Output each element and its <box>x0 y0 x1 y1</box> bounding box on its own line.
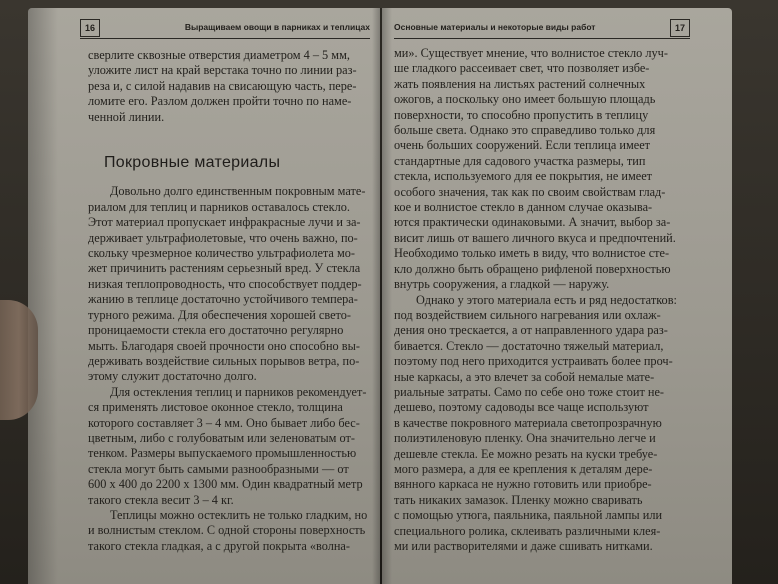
text-line: этому служит достаточно долго. <box>88 369 257 384</box>
right-page <box>382 8 732 584</box>
text-line: бивается. Стекло — достаточно тяжелый материал, <box>394 338 664 353</box>
left-running-header <box>80 18 370 39</box>
text-line: дения оно трескается, а от направленного удара раз- <box>394 323 668 338</box>
section-heading: Покровные материалы <box>104 154 281 172</box>
text-line: 600 х 400 до 2200 х 1300 мм. Один квадратный метр <box>88 477 363 492</box>
left-top-paragraph <box>88 48 372 125</box>
text-line: с помощью утюга, паяльника, паяльной лампы или <box>394 508 663 523</box>
left-header-title: Выращиваем овощи в парниках и теплицах <box>184 22 370 32</box>
left-page <box>28 8 380 584</box>
text-line: висит лишь от вашего личного вкуса и предпочтений. <box>394 230 676 245</box>
text-line: жанию в теплице достаточно устойчивого темпера- <box>88 292 358 307</box>
text-line: держивать воздействие сильных порывов ветра, по- <box>88 353 360 368</box>
text-line: Необходимо только иметь в виду, что волнистое сте- <box>394 246 670 261</box>
text-line: ченной линии. <box>88 109 165 124</box>
text-line: реза и, с силой надавив на свисающую часть, пере- <box>88 78 357 93</box>
text-line: сверлите сквозные отверстия диаметром 4 – 5 мм, <box>88 48 350 62</box>
right-page-number: 17 <box>670 19 690 37</box>
text-line: вянного каркаса не нужно готовить или приобре- <box>394 477 652 492</box>
text-line: дешевле стекла. Ее можно резать на куски требуе- <box>394 446 658 461</box>
text-line: в качестве покровного материала светопрозрачную <box>394 415 662 430</box>
text-line: очень больших сооружений. Если теплица имеет <box>394 138 651 153</box>
left-page-number: 16 <box>80 19 100 37</box>
text-line: ся применять листовое оконное стекло, толщина <box>88 400 343 415</box>
right-body-text <box>394 46 706 554</box>
right-page-text <box>394 46 706 554</box>
text-line: скольку чрезмерное количество ультрафиолета мо- <box>88 246 355 261</box>
text-line: ломите его. Разлом должен пройти точно по наме- <box>88 94 352 109</box>
text-line: ожогов, а поскольку оно имеет большую площадь <box>394 92 656 107</box>
text-line: под воздействием сильного нагревания или охлаж- <box>394 307 661 322</box>
text-line: которого составляет 3 – 4 мм. Оно бывает либо бес- <box>88 415 360 430</box>
text-line: риальные затраты. Само по себе оно тоже стоит не- <box>394 384 665 399</box>
text-line: низкая теплопроводность, что способствует поддер- <box>88 276 362 291</box>
text-line: стекла, используемого для ее покрытия, не имеет <box>394 169 653 184</box>
text-line: Довольно долго единственным покровным мате- <box>110 184 366 199</box>
text-line: Теплицы можно остеклить не только гладким, но <box>110 507 368 522</box>
text-line: мыть. Благодаря своей прочности оно способно вы- <box>88 338 360 353</box>
thumb <box>0 300 38 420</box>
left-body-text <box>88 184 372 554</box>
text-line: Для остекления теплиц и парников рекомендует- <box>110 384 367 399</box>
text-line: турного режима. Для обеспечения хорошей свето- <box>88 307 351 322</box>
text-line: поэтому под него приходится устраивать более проч- <box>394 354 673 369</box>
text-line: ше гладкого рассеивает свет, что позволяет избе- <box>394 61 650 76</box>
right-header-title: Основные материалы и некоторые виды работ <box>394 22 596 32</box>
text-line: особого значения, так как по своим свойствам глад- <box>394 184 666 199</box>
text-line: стекла могут быть самыми разнообразными — от <box>88 461 349 476</box>
text-line: мого размера, а для ее крепления к деталям дере- <box>394 461 653 476</box>
text-line: тать никаких замазок. Пленку можно сваривать <box>394 492 643 507</box>
text-line: держивает ультрафиолетовые, что очень важно, по- <box>88 230 358 245</box>
text-line: ются практически одинаковыми. А значит, выбор за- <box>394 215 671 230</box>
text-line: такого стекла весит 3 – 4 кг. <box>88 492 234 507</box>
right-running-header <box>394 18 690 39</box>
text-line: полиэтиленовую пленку. Она значительно легче и <box>394 431 656 446</box>
text-line: ми». Существует мнение, что волнистое стекло луч- <box>394 46 668 60</box>
text-line: риалом для теплиц и парников оставалось стекло. <box>88 199 350 214</box>
text-line: кло должно быть обращено рифленой поверхностью <box>394 261 671 276</box>
text-line: Этот материал пропускает инфракрасные лучи и за- <box>88 215 361 230</box>
text-line: поверхности, то способно пропустить в теплицу <box>394 107 649 122</box>
text-line: тенком. Размеры выпускаемого промышленностью <box>88 446 357 461</box>
text-line: кое и волнистое стекло в данном случае оказыва- <box>394 200 653 215</box>
text-line: жет причинить растениям серьезный вред. У стекла <box>88 261 361 276</box>
text-line: проницаемости стекла его достаточно регулярно <box>88 323 344 338</box>
text-line: специального ролика, склеивать различными клея- <box>394 523 661 538</box>
text-line: жать появления на листьях растений солнечных <box>394 76 646 91</box>
text-line: цветным, либо с голубоватым или зеленоватым от- <box>88 430 355 445</box>
text-line: ми или растворителями и даже сшивать нитками. <box>394 539 653 553</box>
text-line: Однако у этого материала есть и ряд недостатков: <box>416 292 677 307</box>
text-line: стандартные для садового участка размеры, тип <box>394 153 646 168</box>
text-line: ные каркасы, а это влечет за собой немалые мате- <box>394 369 655 384</box>
text-line: больше света. Однако это справедливо только для <box>394 123 656 138</box>
text-line: уложите лист на край верстака точно по линии раз- <box>88 63 357 78</box>
text-line: дешево, поэтому садоводы все чаще используют <box>394 400 649 415</box>
text-line: внутрь сооружения, а гладкой — наружу. <box>394 277 610 292</box>
left-page-text <box>88 48 372 554</box>
text-line: и волнистым стеклом. С одной стороны поверхность <box>88 523 366 538</box>
text-line: такого стекла гладкая, а с другой покрыта «волна- <box>88 538 350 553</box>
